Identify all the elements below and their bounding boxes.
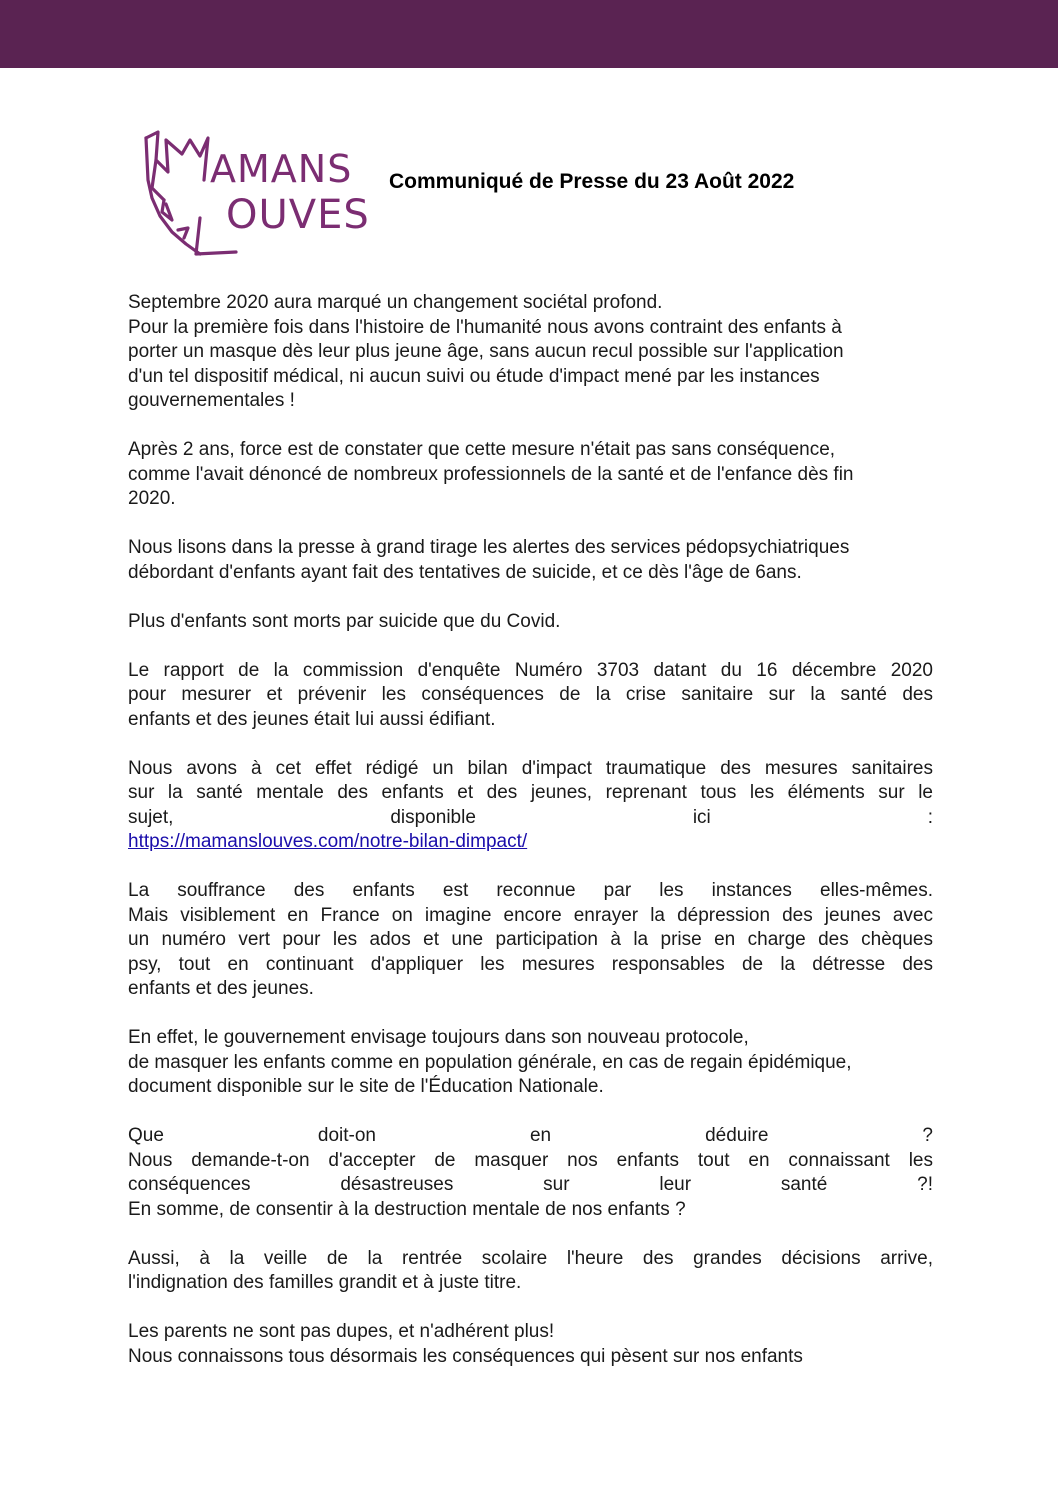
text-line: un numéro vert pour les ados et une participation à la prise en charge des chèques [128,929,933,950]
paragraph [128,438,933,512]
paragraph [128,610,933,635]
text-line: psy, tout en continuant d'appliquer les mesures responsables de la détresse des [128,953,933,975]
text-line: sujet, disponible ici : [128,806,933,828]
paragraph [128,659,933,733]
paragraph [128,536,933,585]
text-line: enfants et des jeunes. [128,978,314,999]
header-band [0,0,1058,68]
text-line: Nous lisons dans la presse à grand tirage les alertes des services pédopsychiatriques [128,537,850,558]
bilan-impact-link[interactable]: https://mamanslouves.com/notre-bilan-dimpact/ [128,831,528,852]
paragraph [128,879,933,1002]
text-line: gouvernementales ! [128,390,295,411]
page-title: Communiqué de Presse du 23 Août 2022 [389,170,795,193]
text-line: Nous avons à cet effet rédigé un bilan d'impact traumatique des mesures sanitaires [128,757,933,779]
text-line: de masquer les enfants comme en population générale, en cas de regain épidémique, [128,1051,852,1073]
text-line: d'un tel dispositif médical, ni aucun suivi ou étude d'impact mené par les instances [128,365,820,387]
text-line: comme l'avait dénoncé de nombreux professionnels de la santé et de l'enfance dès fin [128,463,854,485]
text-line: document disponible sur le site de l'Éducation Nationale. [128,1076,604,1097]
wolf-logo-icon [138,120,370,262]
paragraph [128,1026,933,1100]
text-line: Les parents ne sont pas dupes, et n'adhérent plus! [128,1321,555,1342]
logo-line1: AMANS [210,147,353,191]
text-line: Plus d'enfants sont morts par suicide que du Covid. [128,610,561,632]
text-line: En effet, le gouvernement envisage toujours dans son nouveau protocole, [128,1027,749,1048]
text-line: enfants et des jeunes était lui aussi édifiant. [128,708,496,730]
text-line: porter un masque dès leur plus jeune âge, sans aucun recul possible sur l'application [128,341,844,362]
text-line: La souffrance des enfants est reconnue par les instances elles-mêmes. [128,880,933,901]
text-line: 2020. [128,488,176,509]
text-line: l'indignation des familles grandit et à juste titre. [128,1272,522,1293]
press-release-body [128,291,933,1394]
logo-line2: OUVES [226,192,370,238]
text-line: Après 2 ans, force est de constater que cette mesure n'était pas sans conséquence, [128,439,836,460]
text-line: Nous demande-t-on d'accepter de masquer nos enfants tout en connaissant les [128,1149,933,1171]
text-line: Mais visiblement en France on imagine encore enrayer la dépression des jeunes avec [128,904,933,926]
text-line: Nous connaissons tous désormais les conséquences qui pèsent sur nos enfants [128,1345,803,1367]
paragraph [128,1247,933,1296]
text-line: sur la santé mentale des enfants et des jeunes, reprenant tous les éléments sur le [128,782,933,803]
paragraph [128,1124,933,1222]
mamans-louves-logo [138,120,370,262]
text-line: Pour la première fois dans l'histoire de l'humanité nous avons contraint des enfants à [128,316,842,338]
text-line: Septembre 2020 aura marqué un changement sociétal profond. [128,292,663,313]
text-line: conséquences désastreuses sur leur santé ?! [128,1174,933,1195]
text-line: débordant d'enfants ayant fait des tentatives de suicide, et ce dès l'âge de 6ans. [128,561,802,583]
text-line: Aussi, à la veille de la rentrée scolaire l'heure des grandes décisions arrive, [128,1247,933,1269]
paragraph [128,1320,933,1369]
text-line: Le rapport de la commission d'enquête Numéro 3703 datant du 16 décembre 2020 [128,659,933,681]
text-line: pour mesurer et prévenir les conséquences de la crise sanitaire sur la santé des [128,684,933,705]
text-line: Que doit-on en déduire ? [128,1125,933,1146]
text-line: En somme, de consentir à la destruction mentale de nos enfants ? [128,1198,686,1220]
paragraph [128,291,933,414]
paragraph [128,757,933,855]
